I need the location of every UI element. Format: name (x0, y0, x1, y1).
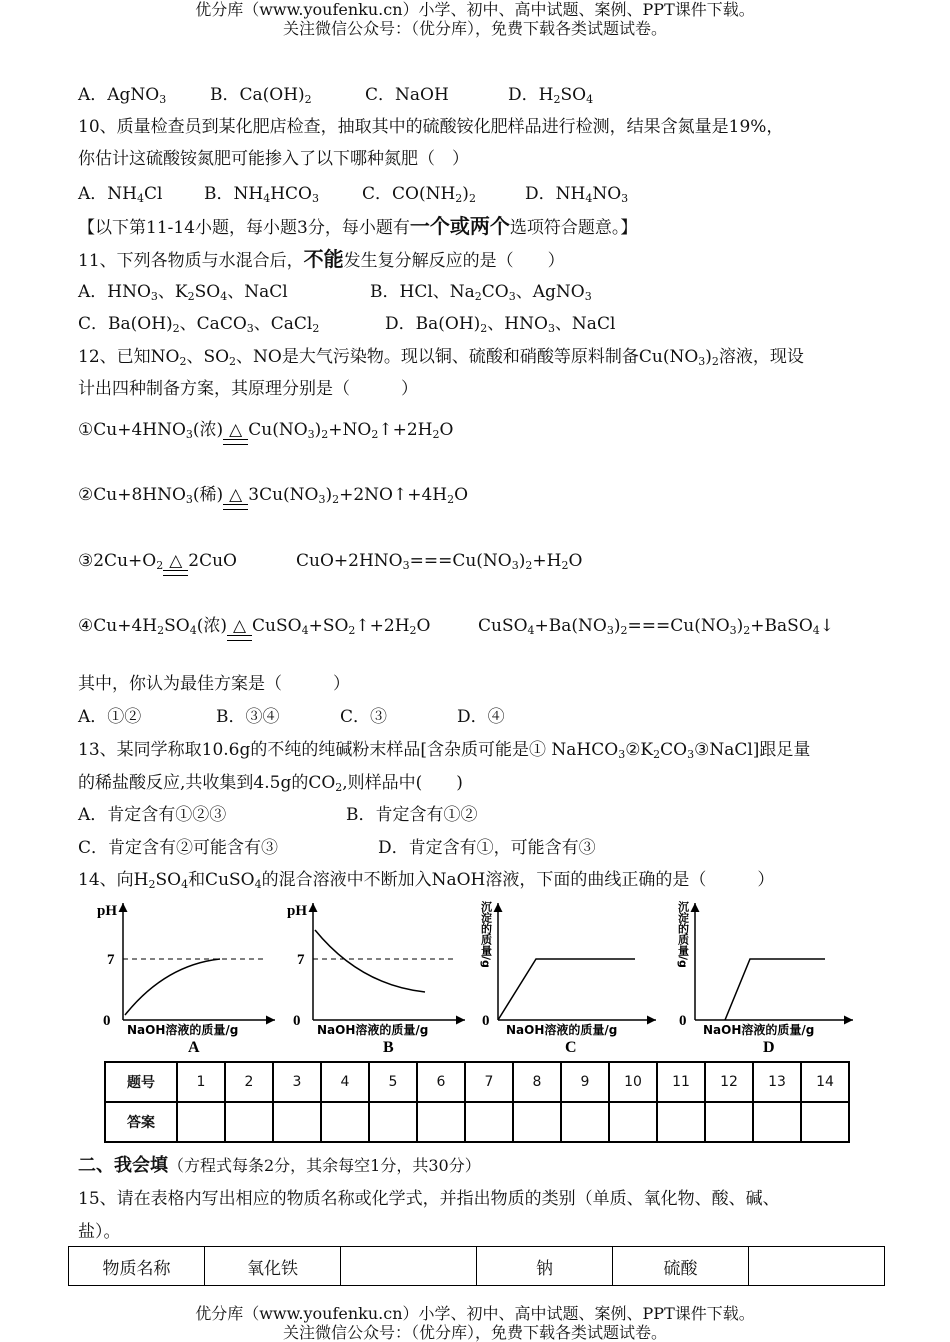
answer-table-number: 12 (705, 1062, 753, 1102)
graph-d-ylabel: 沉淀的质量/g (676, 901, 690, 968)
substance-table-header: 物质名称 (69, 1247, 205, 1286)
q13-options-cd (78, 837, 596, 859)
q10-options: A．$NH_4Cl$ B．$NH_4HCO_3$ C．$CO(NH_2)_2$ D．$NH_4NO_3$ (78, 184, 629, 205)
substance-cell: 硫酸 (613, 1247, 749, 1286)
answer-cell[interactable] (273, 1102, 321, 1142)
q12-reaction-1: $①Cu+4HNO_3$(浓) △ $Cu(NO_3)_2+NO_2↑+2H_2O$ (78, 419, 453, 441)
q10-option-d: D．NH (525, 184, 586, 204)
q13-option-b: B．肯定含有①② (346, 805, 478, 825)
q11-option-d: D．Ba(OH) (385, 314, 481, 334)
q11-option-b: B．HCl、Na (370, 282, 475, 302)
answer-table-number-row (105, 1062, 849, 1102)
q9-options: A．AgNO$_3$ B．$Ca(OH)_2$ C．NaOH D．$H_2SO_4$ (78, 85, 594, 106)
answer-cell[interactable] (801, 1102, 849, 1142)
answer-table-number: 7 (465, 1062, 513, 1102)
q12-reaction-4: $④Cu+4H_2SO_4$(浓) △ $CuSO_4+SO_2↑+2H_2O$ $CuSO_4+Ba(NO_3)_2===Cu(NO_3)_2+BaSO_4↓$ (78, 615, 834, 637)
answer-cell[interactable] (705, 1102, 753, 1142)
substance-cell-blank[interactable] (749, 1247, 885, 1286)
graph-b-label: B (383, 1039, 394, 1056)
answer-table-number: 14 (801, 1062, 849, 1102)
answer-cell[interactable] (657, 1102, 705, 1142)
q14-stem: 14、向$H_2SO_4$和CuSO$_4$的混合溶液中不断加入NaOH溶液，下面的曲线正确的是（ ） (78, 870, 775, 891)
substance-cell: 钠 (477, 1247, 613, 1286)
answer-cell[interactable] (177, 1102, 225, 1142)
graph-c-ylabel: 沉淀的质量/g (479, 901, 493, 968)
answer-table-number: 11 (657, 1062, 705, 1102)
q12-reaction-3: $③2Cu+O_2$ △ 2CuO $CuO+2HNO_3===Cu(NO_3)_2+H_2O$ (78, 550, 582, 572)
graph-a-ylabel: pH (97, 903, 118, 919)
answer-table-number: 10 (609, 1062, 657, 1102)
substance-table (68, 1246, 885, 1286)
answer-table-number: 4 (321, 1062, 369, 1102)
answer-cell[interactable] (225, 1102, 273, 1142)
answer-table-number: 8 (513, 1062, 561, 1102)
graph-a-tick-7: 7 (107, 952, 115, 968)
answer-cell[interactable] (609, 1102, 657, 1142)
q13-option-d: D．肯定含有①，可能含有③ (378, 838, 596, 858)
section-note: 【以下第11-14小题，每小题3分，每小题有一个或两个选项符合题意。】 (78, 214, 638, 238)
answer-table-number: 5 (369, 1062, 417, 1102)
q13-line-2: 的稀盐酸反应,共收集到4.5g的$CO_2$,则样品中( ) (78, 773, 463, 794)
q12-line-1: 12、已知$NO_2$、$SO_2$、NO是大气污染物。现以铜、硫酸和硝酸等原料制备$Cu(NO_3)_2$溶液，现设 (78, 347, 804, 368)
answer-cell[interactable] (465, 1102, 513, 1142)
q13-options-ab (78, 804, 478, 826)
q12-option-c: C．③ (340, 707, 388, 727)
q11-option-c: C．Ba(OH) (78, 314, 173, 334)
graph-c-xlabel: NaOH溶液的质量/g (506, 1023, 618, 1037)
q12-option-d: D．④ (457, 707, 505, 727)
answer-table (104, 1061, 850, 1143)
answer-cell[interactable] (417, 1102, 465, 1142)
q10-option-c: C．CO(NH (362, 184, 456, 204)
footer-line-2: 关注微信公众号：（优分库），免费下载各类试题试卷。 (282, 1323, 667, 1342)
q13-line-1: 13、某同学称取10.6g的不纯的纯碱粉末样品[含杂质可能是① $NaHCO_3②K_2CO_3③NaCl$]跟足量 (78, 740, 811, 761)
graph-a-zero: 0 (103, 1013, 111, 1029)
graph-c-label: C (565, 1039, 577, 1056)
q10-option-a: A．NH (78, 184, 137, 204)
graph-d-label: D (763, 1039, 775, 1056)
q11-options-cd: C．$Ba(OH)_2$、CaCO$_3$、CaCl$_2$ D．$Ba(OH)_2$、$HNO_3$、NaCl (78, 314, 616, 335)
q10-line-1: 10、质量检查员到某化肥店检查，抽取其中的硫酸铵化肥样品进行检测，结果含氮量是19%， (78, 117, 784, 137)
header-line-2: 关注微信公众号：（优分库），免费下载各类试题试卷。 (282, 19, 667, 38)
answer-cell[interactable] (369, 1102, 417, 1142)
graph-c-curve (498, 959, 635, 1020)
graph-c (478, 895, 668, 1060)
footer-line-1: 优分库（www.youfenku.cn）小学、初中、高中试题、案例、PPT课件下载。 (195, 1304, 755, 1323)
answer-table-number: 6 (417, 1062, 465, 1102)
q15-line-2: 盐）。 (78, 1222, 121, 1242)
q12-option-b: B．③④ (216, 707, 280, 727)
part2-title: 二、我会填 (78, 1155, 168, 1176)
graph-b-tick-7: 7 (297, 952, 305, 968)
graph-a-label: A (188, 1039, 200, 1056)
substance-table-row (69, 1247, 885, 1286)
substance-cell: 氧化铁 (205, 1247, 341, 1286)
graph-a-xlabel: NaOH溶液的质量/g (127, 1023, 239, 1037)
answer-table-number: 9 (561, 1062, 609, 1102)
answer-table-number: 1 (177, 1062, 225, 1102)
q12-ask: 其中，你认为最佳方案是（ ） (78, 674, 350, 694)
header-line-1: 优分库（www.youfenku.cn）小学、初中、高中试题、案例、PPT课件下载。 (195, 0, 755, 19)
graph-a (95, 895, 285, 1060)
graph-d-curve (725, 959, 825, 1020)
graph-b (285, 895, 475, 1060)
q11-stem: 11、下列各物质与水混合后，不能发生复分解反应的是（ ） (78, 247, 565, 271)
answer-cell[interactable] (753, 1102, 801, 1142)
q11-option-a: A．HNO (78, 282, 151, 302)
graph-b-zero: 0 (293, 1013, 301, 1029)
answer-table-answer-row (105, 1102, 849, 1142)
q15-line-1: 15、请在表格内写出相应的物质名称或化学式，并指出物质的类别（单质、氧化物、酸、碱、 (78, 1189, 780, 1209)
substance-cell-blank[interactable] (341, 1247, 477, 1286)
answer-cell[interactable] (513, 1102, 561, 1142)
graph-b-curve (315, 930, 425, 992)
q12-option-a: A．①② (78, 707, 142, 727)
graph-b-ylabel: pH (287, 903, 308, 919)
answer-cell[interactable] (321, 1102, 369, 1142)
graph-d (675, 895, 865, 1060)
q12-reaction-2: $②Cu+8HNO_3$(稀) △ $3Cu(NO_3)_2+2NO↑+4H_2O$ (78, 484, 468, 506)
q13-option-c: C．肯定含有②可能含有③ (78, 838, 279, 858)
q12-options (78, 706, 505, 728)
answer-table-number: 13 (753, 1062, 801, 1102)
q9-option-a: A．AgNO (78, 85, 160, 105)
graph-a-curve (125, 959, 220, 1015)
q10-line-2: 你估计这硫酸铵氮肥可能掺入了以下哪种氮肥（ ） (78, 149, 469, 169)
answer-table-number: 2 (225, 1062, 273, 1102)
graph-c-zero: 0 (482, 1013, 490, 1029)
answer-table-number: 3 (273, 1062, 321, 1102)
q9-option-b: B．Ca(OH) (210, 85, 305, 105)
q12-line-2: 计出四种制备方案，其原理分别是（ ） (78, 379, 418, 399)
part2-note: （方程式每条2分，其余每空1分，共30分） (168, 1156, 481, 1175)
q9-option-d: D．H (508, 85, 554, 105)
part2-heading (78, 1155, 481, 1177)
graph-d-zero: 0 (679, 1013, 687, 1029)
answer-table-row2-label: 答案 (105, 1102, 177, 1142)
answer-cell[interactable] (561, 1102, 609, 1142)
graph-d-xlabel: NaOH溶液的质量/g (703, 1023, 815, 1037)
graph-b-xlabel: NaOH溶液的质量/g (317, 1023, 429, 1037)
q11-options-ab: A．$HNO_3$、$K_2SO_4$、NaCl B．HCl、$Na_2CO_3$、AgNO$_3$ (78, 282, 592, 303)
q9-option-c: C．NaOH (365, 85, 449, 105)
q13-option-a: A．肯定含有①②③ (78, 805, 227, 825)
q10-option-b: B．NH (204, 184, 264, 204)
answer-table-row1-label: 题号 (105, 1062, 177, 1102)
